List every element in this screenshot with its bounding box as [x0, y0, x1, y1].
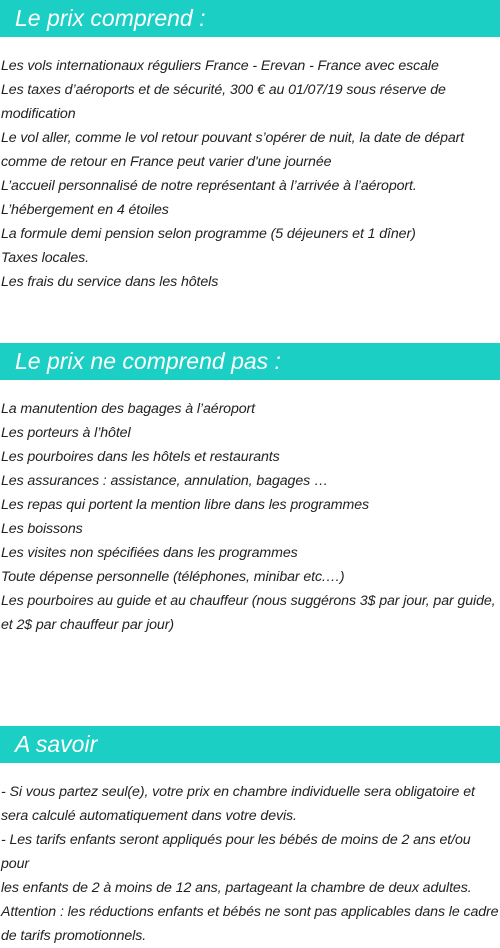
section-body-excludes [0, 397, 500, 637]
list-item: Les assurances : assistance, annulation, bagages … [1, 473, 329, 489]
list-item: Les taxes d’aéroports et de sécurité, 300 € au 01/07/19 sous réserve de [1, 82, 446, 98]
list-item: Les porteurs à l’hôtel [1, 425, 131, 441]
list-item: Les boissons [1, 521, 83, 537]
section-header-includes: Le prix comprend : [0, 0, 500, 37]
list-item: Taxes locales. [1, 250, 89, 266]
list-item: Les repas qui portent la mention libre dans les programmes [1, 497, 370, 513]
list-item: et 2$ par chauffeur par jour) [1, 617, 174, 633]
section-header-excludes: Le prix ne comprend pas : [0, 343, 500, 380]
list-item: Les pourboires dans les hôtels et restaurants [1, 449, 280, 465]
list-item: L’accueil personnalisé de notre représentant à l’arrivée à l’aéroport. [1, 178, 417, 194]
list-item: sera calculé automatiquement dans votre devis. [1, 808, 297, 824]
list-item: de tarifs promotionnels. [1, 928, 147, 944]
list-item: modification [1, 106, 76, 122]
list-item: les enfants de 2 à moins de 12 ans, partageant la chambre de deux adultes. [1, 880, 472, 896]
list-item: La formule demi pension selon programme (5 déjeuners et 1 dîner) [1, 226, 416, 242]
section-body-includes [0, 54, 500, 294]
list-item: comme de retour en France peut varier d'une journée [1, 154, 332, 170]
list-item: La manutention des bagages à l’aéroport [1, 401, 256, 417]
list-item: L’hébergement en 4 étoiles [1, 202, 169, 218]
list-item: Toute dépense personnelle (téléphones, minibar etc.…) [1, 569, 345, 585]
list-item: Le vol aller, comme le vol retour pouvant s’opérer de nuit, la date de départ [1, 130, 465, 146]
list-item: - Si vous partez seul(e), votre prix en chambre individuelle sera obligatoire et [1, 784, 475, 800]
list-item: Les visites non spécifiées dans les programmes [1, 545, 298, 561]
list-item: Les pourboires au guide et au chauffeur (nous suggérons 3$ par jour, par guide, [1, 593, 496, 609]
list-item: Les vols internationaux réguliers France - Erevan - France avec escale [1, 58, 439, 74]
list-item: Attention : les réductions enfants et bébés ne sont pas applicables dans le cadre [1, 904, 499, 920]
list-item: Les frais du service dans les hôtels [1, 274, 219, 290]
list-item: - Les tarifs enfants seront appliqués pour les bébés de moins de 2 ans et/ou pour [1, 832, 471, 872]
section-header-good-to-know: A savoir [0, 726, 500, 763]
